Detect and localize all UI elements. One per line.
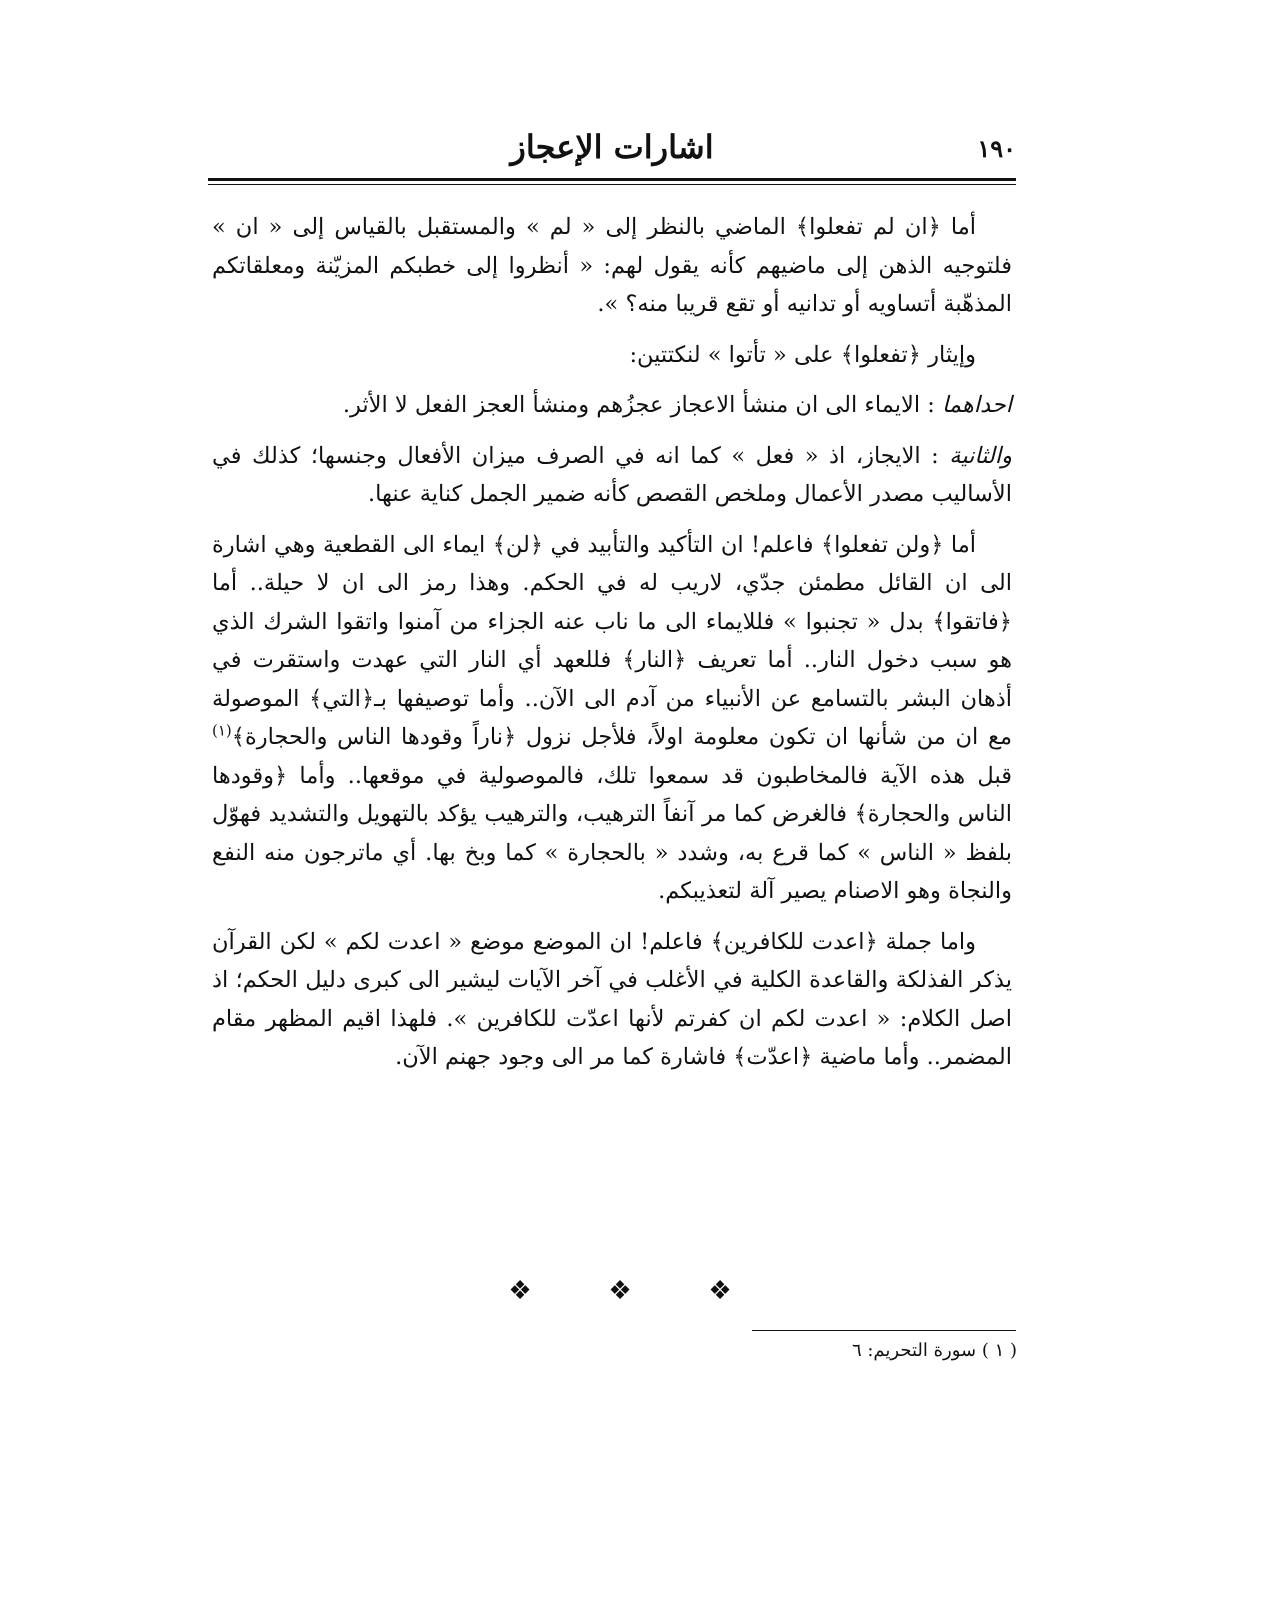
paragraph-text: واما جملة ﴿اعدت للكافرين﴾ فاعلم! ان الموضع موضع « اعدت لكم » لكن القرآن يذكر الفذلكة والقاعدة الكلية في الأغلب في آخر الآيات ليشير الى كبرى دليل الحكم؛ اذ اصل الكلام: « اعدت لكم ان كفرتم لأنها اعدّت للكافرين ». فلهذا اقيم المظهر مقام المضمر.. وأما ماضية ﴿اعدّت﴾ فاشارة كما مر الى وجود جهنم الآن. xyxy=(212,928,1012,1070)
footnote-rule xyxy=(752,1330,1016,1331)
paragraph-6 xyxy=(212,923,1012,1077)
paragraph-2 xyxy=(212,336,1012,375)
paragraph-text: : الايجاز، اذ « فعل » كما انه في الصرف ميزان الأفعال وجنسها؛ كذلك في الأساليب مصدر الأعمال وملخص القصص كأنه ضمير الجمل كناية عنها. xyxy=(212,442,1012,507)
paragraph-5 xyxy=(212,526,1012,911)
paragraph-3 xyxy=(212,386,1012,425)
footnote-reference: (١) xyxy=(212,721,232,740)
paragraph-4 xyxy=(212,437,1012,514)
running-title: اشارات الإعجاز xyxy=(510,128,714,166)
page-header xyxy=(208,128,1016,176)
ornament-icon: ❖ xyxy=(608,1276,632,1306)
paragraph-label: احداهما xyxy=(942,392,1012,418)
ornament-icon: ❖ xyxy=(508,1276,532,1306)
paragraph-label: والثانية xyxy=(949,442,1013,469)
section-divider-ornaments xyxy=(500,1276,740,1306)
paragraph-text: أما ﴿ولن تفعلوا﴾ فاعلم! ان التأكيد والتأبيد في ﴿لن﴾ ايماء الى القطعية وهي اشارة الى ان القائل مطمئن جدّي، لاريب له في الحكم. وهذا رمز الى ان لا حيلة.. أما ﴿فاتقوا﴾ بدل « تجنبوا » فللايماء الى ما ناب عنه الجزاء من آمنوا واتقوا الشرك الذي هو سبب دخول النار.. أما تعريف ﴿النار﴾ فللعهد أي النار التي عهدت واستقرت في أذهان البشر بالتسامع عن الأنبياء من آدم الى الآن.. وأما توصيفها بـ﴿التي﴾ الموصولة مع ان من شأنها ان تكون معلومة اولاً، فلأجل نزول ﴿ناراً وقودها الناس والحجارة﴾ xyxy=(212,531,1012,750)
main-text xyxy=(212,208,1012,1089)
header-rule-thin xyxy=(208,184,1016,185)
page-number: ١٩٠ xyxy=(977,134,1016,163)
paragraph-text: أما ﴿ان لم تفعلوا﴾ الماضي بالنظر إلى « لم » والمستقبل بالقياس إلى « ان » فلتوجيه الذهن إلى ماضيهم كأنه يقول لهم: « أنظروا إلى خطبكم المزيّنة ومعلقاتكم المذهّبة أتساويه أو تدانيه أو تقع قريبا منه؟ ». xyxy=(212,214,1012,317)
footnote: ( ١ ) سورة التحريم: ٦ xyxy=(851,1340,1017,1361)
paragraph-1 xyxy=(212,208,1012,324)
paragraph-text: : الايماء الى ان منشأ الاعجاز عجزُهم ومنشأ العجز الفعل لا الأثر. xyxy=(342,392,935,418)
paragraph-text: وإيثار ﴿تفعلوا﴾ على « تأتوا » لنكتتين: xyxy=(629,341,976,368)
paragraph-text-continued: قبل هذه الآية فالمخاطبون قد سمعوا تلك، فالموصولية في موقعها.. وأما ﴿وقودها الناس والحجارة﴾ فالغرض كما مر آنفاً الترهيب، والترهيب يؤكد بالتهويل والتشديد فهوّل بلفظ « الناس » كما قرع به، وشدد « بالحجارة » كما وبخ بها. أي ماترجون منه النفع والنجاة وهو الاصنام يصير آلة لتعذيبكم. xyxy=(212,762,1012,904)
ornament-icon: ❖ xyxy=(708,1276,732,1306)
header-rule-thick xyxy=(208,178,1016,181)
